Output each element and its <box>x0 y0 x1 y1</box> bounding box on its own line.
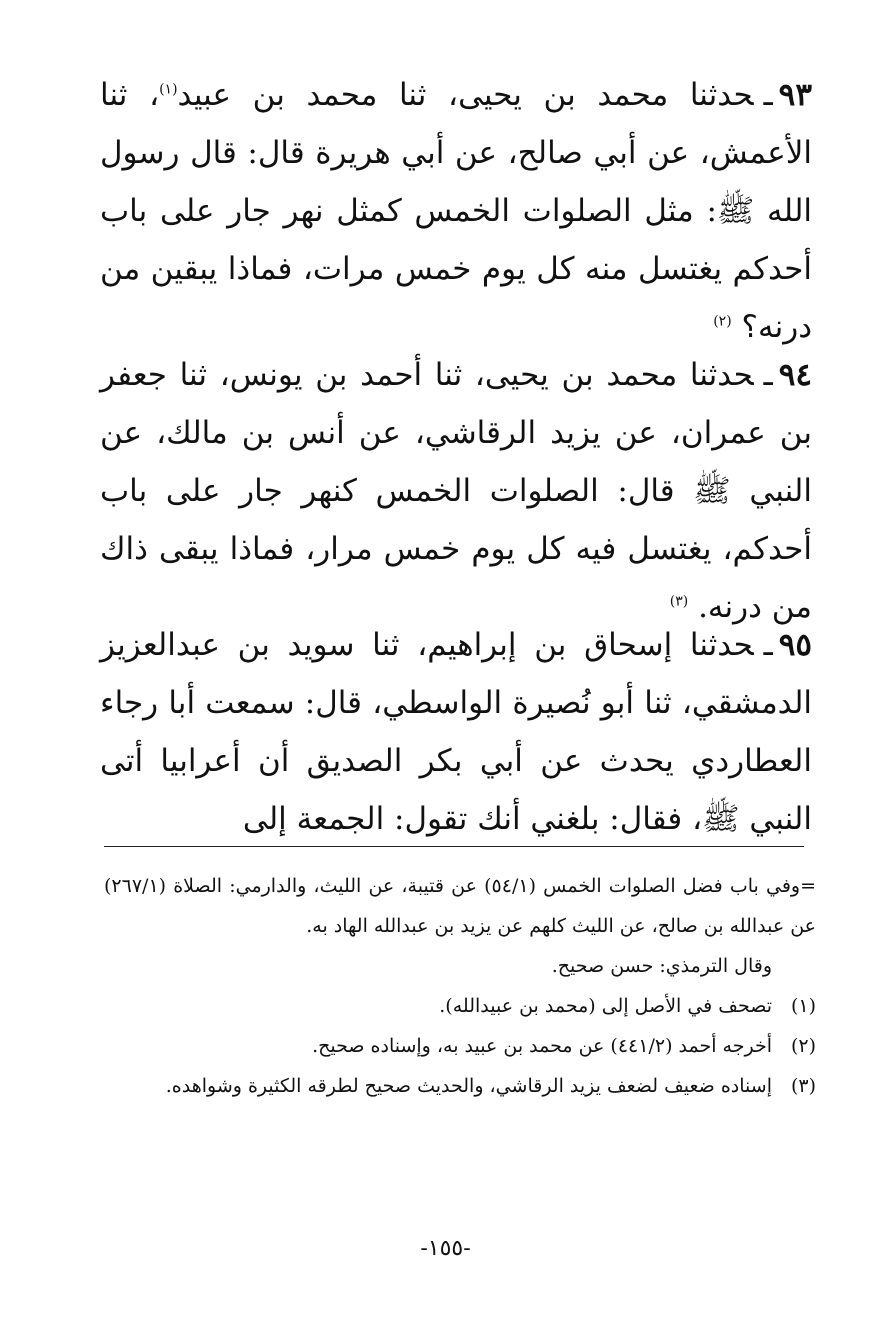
footnote-reference: (٢) <box>713 313 732 330</box>
hadith-94 <box>100 346 812 636</box>
footnote-reference: (٣) <box>669 593 689 610</box>
footnotes <box>104 866 816 1106</box>
hadith-text: حدثنا محمد بن يحيى، ثنا محمد بن عبيد <box>177 77 754 113</box>
footnote-reference: (١) <box>159 81 178 98</box>
footnote-divider <box>104 846 804 847</box>
footnote-text: تصحف في الأصل إلى (محمد بن عبيدالله). <box>439 995 772 1017</box>
hadith-number: ٩٣ <box>778 77 812 113</box>
footnote-item <box>104 1026 816 1066</box>
hadith-95 <box>100 616 812 848</box>
footnote-continuation: وقال الترمذي: حسن صحيح. <box>551 955 772 977</box>
footnote-text: إسناده ضعيف لضعف يزيد الرقاشي، والحديث صحيح لطرقه الكثيرة وشواهده. <box>165 1075 772 1097</box>
footnote-number: (١) <box>790 995 816 1017</box>
hadith-dash: ـ <box>763 357 773 393</box>
footnote-item <box>104 986 816 1026</box>
hadith-dash: ـ <box>763 77 773 113</box>
hadith-text: ، ثنا الأعمش، عن أبي صالح، عن أبي هريرة قال: قال رسول الله ﷺ: مثل الصلوات الخمس كمثل نهر جار على باب أحدكم يغتسل منه كل يوم خمس مرات، فماذا يبقين من درنه؟ <box>100 77 812 345</box>
hadith-93 <box>100 66 812 356</box>
hadith-text: حدثنا إسحاق بن إبراهيم، ثنا سويد بن عبدالعزيز الدمشقي، ثنا أبو نُصيرة الواسطي، قال: سمعت أبا رجاء العطاردي يحدث عن أبي بكر الصديق أن أعرابيا أتى النبي ﷺ، فقال: بلغني أنك تقول: الجمعة إلى <box>100 627 812 837</box>
page-number: -١٥٥- <box>420 1236 471 1261</box>
footnote-number: (٢) <box>790 1035 816 1057</box>
footnote-item <box>104 1066 816 1106</box>
hadith-number: ٩٥ <box>778 627 812 663</box>
footnote-continuation: =وفي باب فضل الصلوات الخمس (٥٤/١) عن قتيبة، عن الليث، والدارمي: الصلاة (٢٦٧/١) عن عبدالله بن صالح، عن الليث كلهم عن يزيد بن عبدالله الهاد به. <box>104 875 816 937</box>
footnote-number: (٣) <box>790 1075 816 1097</box>
hadith-dash: ـ <box>763 627 773 663</box>
hadith-text: حدثنا محمد بن يحيى، ثنا أحمد بن يونس، ثنا جعفر بن عمران، عن يزيد الرقاشي، عن أنس بن مالك، عن النبي ﷺ قال: الصلوات الخمس كنهر جار على باب أحدكم، يغتسل فيه كل يوم خمس مرار، فماذا يبقى ذاك من درنه. <box>100 357 812 625</box>
footnote-text: أخرجه أحمد (٤٤١/٢) عن محمد بن عبيد به، وإسناده صحيح. <box>312 1035 772 1057</box>
hadith-number: ٩٤ <box>778 357 812 393</box>
